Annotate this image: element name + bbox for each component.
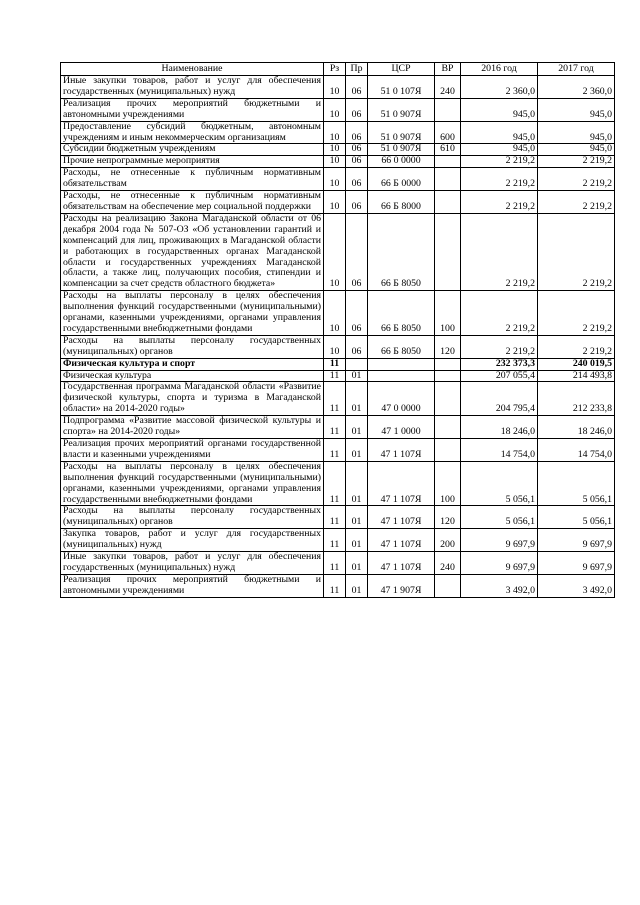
row-csr: 47 1 107Я xyxy=(368,439,435,462)
row-vr: 610 xyxy=(435,144,461,156)
row-name: Предоставление субсидий бюджетным, автономным учреждениям и иным некоммерческим организациям xyxy=(61,121,324,144)
row-csr: 47 1 107Я xyxy=(368,506,435,529)
row-name: Субсидии бюджетным учреждениям xyxy=(61,144,324,156)
row-2016: 204 795,4 xyxy=(461,382,538,416)
row-2017: 214 493,8 xyxy=(538,370,615,382)
row-2016: 2 219,2 xyxy=(461,213,538,290)
row-name: Реализация прочих мероприятий бюджетными и автономными учреждениями xyxy=(61,574,324,597)
row-csr: 66 Б 8050 xyxy=(368,213,435,290)
row-vr xyxy=(435,439,461,462)
row-rz: 10 xyxy=(324,156,346,168)
row-2017: 3 492,0 xyxy=(538,574,615,597)
row-csr: 47 1 107Я xyxy=(368,461,435,506)
row-pr: 06 xyxy=(346,213,368,290)
row-csr: 47 0 0000 xyxy=(368,382,435,416)
row-2016: 5 056,1 xyxy=(461,461,538,506)
header-pr: Пр xyxy=(346,63,368,76)
row-csr: 51 0 107Я xyxy=(368,76,435,99)
header-2017: 2017 год xyxy=(538,63,615,76)
row-rz: 10 xyxy=(324,144,346,156)
header-name: Наименование xyxy=(61,63,324,76)
row-vr xyxy=(435,370,461,382)
row-pr: 01 xyxy=(346,574,368,597)
row-rz: 11 xyxy=(324,461,346,506)
row-2017: 240 019,5 xyxy=(538,358,615,370)
row-pr xyxy=(346,358,368,370)
row-vr: 240 xyxy=(435,552,461,575)
row-2017: 945,0 xyxy=(538,98,615,121)
row-rz: 11 xyxy=(324,529,346,552)
row-vr: 200 xyxy=(435,529,461,552)
row-vr xyxy=(435,191,461,214)
table-row xyxy=(61,291,615,336)
row-rz: 10 xyxy=(324,191,346,214)
row-pr: 06 xyxy=(346,191,368,214)
header-row xyxy=(61,63,615,76)
row-name: Расходы на выплаты персоналу в целях обеспечения выполнения функций государственными (муниципальными) органами, казенными учреждениями, органами управления государственными внебюджетными фондами xyxy=(61,291,324,336)
row-2017: 2 219,2 xyxy=(538,335,615,358)
row-2016: 3 492,0 xyxy=(461,574,538,597)
table-row xyxy=(61,98,615,121)
row-2016: 2 219,2 xyxy=(461,168,538,191)
row-vr: 600 xyxy=(435,121,461,144)
table-row xyxy=(61,335,615,358)
row-2016: 2 219,2 xyxy=(461,156,538,168)
table-row xyxy=(61,574,615,597)
row-2016: 207 055,4 xyxy=(461,370,538,382)
row-vr xyxy=(435,358,461,370)
header-vr: ВР xyxy=(435,63,461,76)
row-2017: 945,0 xyxy=(538,121,615,144)
row-vr: 100 xyxy=(435,291,461,336)
row-name: Расходы, не отнесенные к публичным нормативным обязательствам xyxy=(61,168,324,191)
table-row xyxy=(61,461,615,506)
row-rz: 10 xyxy=(324,168,346,191)
row-vr: 120 xyxy=(435,506,461,529)
table-row xyxy=(61,370,615,382)
row-pr: 01 xyxy=(346,461,368,506)
row-vr: 120 xyxy=(435,335,461,358)
row-2016: 945,0 xyxy=(461,121,538,144)
row-name: Закупка товаров, работ и услуг для государственных (муниципальных) нужд xyxy=(61,529,324,552)
row-pr: 01 xyxy=(346,529,368,552)
table-row xyxy=(61,506,615,529)
table-body xyxy=(61,76,615,598)
row-vr xyxy=(435,574,461,597)
row-name: Физическая культура xyxy=(61,370,324,382)
row-csr: 66 Б 0000 xyxy=(368,168,435,191)
row-rz: 10 xyxy=(324,121,346,144)
budget-table xyxy=(60,62,615,598)
table-row xyxy=(61,144,615,156)
row-2017: 5 056,1 xyxy=(538,506,615,529)
row-vr xyxy=(435,156,461,168)
row-2016: 9 697,9 xyxy=(461,529,538,552)
row-rz: 11 xyxy=(324,552,346,575)
row-2016: 2 219,2 xyxy=(461,335,538,358)
row-csr: 47 1 107Я xyxy=(368,552,435,575)
row-csr: 66 Б 8000 xyxy=(368,191,435,214)
row-csr: 47 1 907Я xyxy=(368,574,435,597)
row-2017: 2 360,0 xyxy=(538,76,615,99)
row-vr xyxy=(435,168,461,191)
row-vr xyxy=(435,213,461,290)
row-rz: 11 xyxy=(324,358,346,370)
row-2017: 9 697,9 xyxy=(538,529,615,552)
row-rz: 10 xyxy=(324,291,346,336)
row-2017: 18 246,0 xyxy=(538,416,615,439)
row-vr: 100 xyxy=(435,461,461,506)
row-2016: 232 373,3 xyxy=(461,358,538,370)
row-csr: 66 0 0000 xyxy=(368,156,435,168)
row-vr: 240 xyxy=(435,76,461,99)
row-rz: 10 xyxy=(324,98,346,121)
row-pr: 01 xyxy=(346,506,368,529)
row-pr: 06 xyxy=(346,121,368,144)
row-2016: 5 056,1 xyxy=(461,506,538,529)
row-name: Расходы, не отнесенные к публичным нормативным обязательствам на обеспечение мер социальной поддержки xyxy=(61,191,324,214)
row-pr: 06 xyxy=(346,335,368,358)
row-pr: 06 xyxy=(346,144,368,156)
row-rz: 11 xyxy=(324,506,346,529)
row-2017: 2 219,2 xyxy=(538,156,615,168)
row-2016: 945,0 xyxy=(461,98,538,121)
row-csr: 66 Б 8050 xyxy=(368,335,435,358)
table-row xyxy=(61,529,615,552)
row-csr: 66 Б 8050 xyxy=(368,291,435,336)
row-name: Реализация прочих мероприятий бюджетными и автономными учреждениями xyxy=(61,98,324,121)
row-name: Физическая культура и спорт xyxy=(61,358,324,370)
row-pr: 06 xyxy=(346,98,368,121)
row-2016: 9 697,9 xyxy=(461,552,538,575)
table-row xyxy=(61,358,615,370)
table-row xyxy=(61,76,615,99)
table-row xyxy=(61,416,615,439)
row-name: Иные закупки товаров, работ и услуг для обеспечения государственных (муниципальных) нужд xyxy=(61,76,324,99)
row-name: Расходы на выплаты персоналу государственных (муниципальных) органов xyxy=(61,506,324,529)
header-rz: Рз xyxy=(324,63,346,76)
row-csr: 47 1 107Я xyxy=(368,529,435,552)
row-rz: 10 xyxy=(324,335,346,358)
row-csr xyxy=(368,358,435,370)
row-2016: 2 360,0 xyxy=(461,76,538,99)
table-row xyxy=(61,213,615,290)
row-2017: 2 219,2 xyxy=(538,168,615,191)
row-name: Расходы на выплаты персоналу в целях обеспечения выполнения функций государственными (муниципальными) органами, казенными учреждениями, органами управления государственными внебюджетными фондами xyxy=(61,461,324,506)
row-rz: 11 xyxy=(324,370,346,382)
row-name: Прочие непрограммные мероприятия xyxy=(61,156,324,168)
row-pr: 01 xyxy=(346,382,368,416)
row-rz: 10 xyxy=(324,76,346,99)
row-name: Реализация прочих мероприятий органами государственной власти и казенными учреждениями xyxy=(61,439,324,462)
row-name: Подпрограмма «Развитие массовой физической культуры и спорта» на 2014-2020 годы» xyxy=(61,416,324,439)
row-2016: 18 246,0 xyxy=(461,416,538,439)
row-rz: 11 xyxy=(324,439,346,462)
row-2017: 945,0 xyxy=(538,144,615,156)
row-name: Государственная программа Магаданской области «Развитие физической культуры, спорта и туризма в Магаданской области» на 2014-2020 годы» xyxy=(61,382,324,416)
row-name: Расходы на выплаты персоналу государственных (муниципальных) органов xyxy=(61,335,324,358)
row-2017: 2 219,2 xyxy=(538,213,615,290)
row-csr: 51 0 907Я xyxy=(368,121,435,144)
row-2017: 2 219,2 xyxy=(538,191,615,214)
row-2017: 9 697,9 xyxy=(538,552,615,575)
row-vr xyxy=(435,98,461,121)
header-2016: 2016 год xyxy=(461,63,538,76)
row-pr: 06 xyxy=(346,168,368,191)
row-csr: 51 0 907Я xyxy=(368,98,435,121)
row-rz: 11 xyxy=(324,574,346,597)
row-2017: 14 754,0 xyxy=(538,439,615,462)
header-csr: ЦСР xyxy=(368,63,435,76)
table-row xyxy=(61,191,615,214)
row-2016: 14 754,0 xyxy=(461,439,538,462)
row-name: Расходы на реализацию Закона Магаданской области от 06 декабря 2004 года № 507-ОЗ «Об установлении гарантий и компенсаций для лиц, проживающих в Магаданской области и работающих в государственных органах Магаданской области и государственных учреждениях Магаданской области, а также лиц, получающих пособия, стипендии и компенсации за счет средств областного бюджета» xyxy=(61,213,324,290)
row-rz: 11 xyxy=(324,382,346,416)
row-rz: 10 xyxy=(324,213,346,290)
row-pr: 01 xyxy=(346,416,368,439)
row-2016: 2 219,2 xyxy=(461,191,538,214)
row-name: Иные закупки товаров, работ и услуг для обеспечения государственных (муниципальных) нужд xyxy=(61,552,324,575)
table-row xyxy=(61,156,615,168)
row-pr: 06 xyxy=(346,291,368,336)
row-2016: 2 219,2 xyxy=(461,291,538,336)
table-row xyxy=(61,382,615,416)
row-vr xyxy=(435,416,461,439)
row-2017: 212 233,8 xyxy=(538,382,615,416)
row-rz: 11 xyxy=(324,416,346,439)
row-csr xyxy=(368,370,435,382)
row-vr xyxy=(435,382,461,416)
row-pr: 01 xyxy=(346,552,368,575)
table-row xyxy=(61,552,615,575)
table-row xyxy=(61,121,615,144)
row-csr: 51 0 907Я xyxy=(368,144,435,156)
row-pr: 01 xyxy=(346,439,368,462)
table-row xyxy=(61,168,615,191)
table-row xyxy=(61,439,615,462)
row-2017: 2 219,2 xyxy=(538,291,615,336)
row-pr: 06 xyxy=(346,156,368,168)
row-2017: 5 056,1 xyxy=(538,461,615,506)
row-pr: 06 xyxy=(346,76,368,99)
row-2016: 945,0 xyxy=(461,144,538,156)
row-csr: 47 1 0000 xyxy=(368,416,435,439)
row-pr: 01 xyxy=(346,370,368,382)
